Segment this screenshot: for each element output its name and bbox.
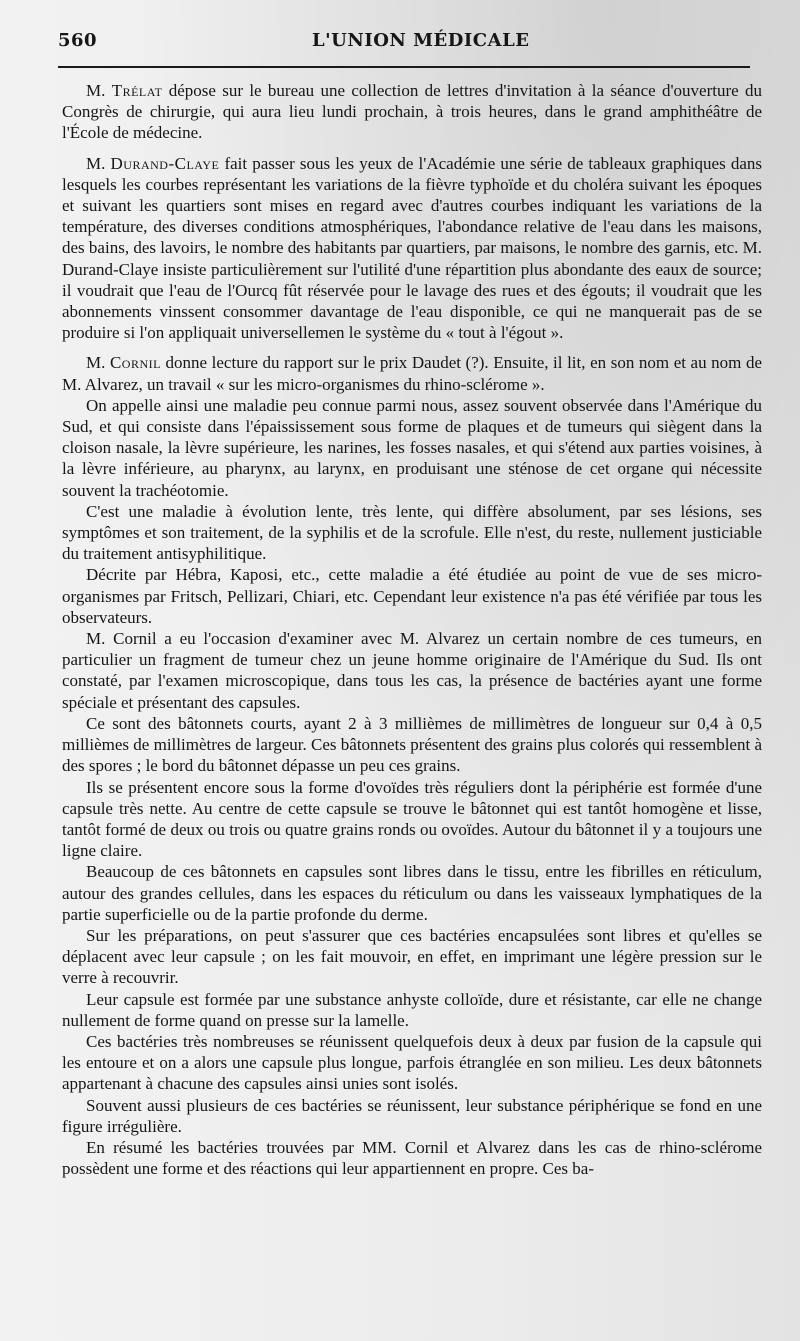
paragraph-durand-claye: M. Durand-Claye fait passer sous les yeux de l'Académie une série de tableaux graphiques dans lesquels les courbes représentant les variations de la fièvre typhoïde et du choléra suivant les époques et suivant les quartiers sont mises en regard avec d'autres courbes indiquant les variations de la température, des diverses conditions atmosphériques, l'abondance relative de l'eau dans les maisons, des bains, des lavoirs, le nombre des habitants par quartiers, par maisons, le nombre des garnis, etc. M. Durand-Claye insiste particulièrement sur l'utilité d'une répartition plus abondante des eaux de source; il voudrait que l'eau de l'Ourcq fût réservée pour le lavage des rues et des égouts; il voudrait que les abonnements vinssent consommer davantage de l'eau disponible, ce qui ne manquerait pas de se produire si l'on appliquait universellemen le système du « tout à l'égout ». xyxy=(62,153,762,343)
paragraph: Ces bactéries très nombreuses se réunissent quelquefois deux à deux par fusion de la capsule qui les entoure et on a alors une capsule plus longue, parfois étranglée en son milieu. Les deux bâtonnets appartenant à chacune des capsules ainsi unies sont isolés. xyxy=(62,1031,762,1094)
page-number: 560 xyxy=(58,30,98,51)
paragraph: On appelle ainsi une maladie peu connue parmi nous, assez souvent observée dans l'Amérique du Sud, et qui consiste dans l'épaississement sous forme de plaques et de tumeurs qui siègent dans la cloison nasale, la lèvre supérieure, les narines, les fosses nasales, et qui s'étend aux parties voisines, à la lèvre inférieure, au pharynx, au larynx, en produisant une sténose de cet organe qui nécessite souvent la trachéotomie. xyxy=(62,395,762,500)
journal-title: L'UNION MÉDICALE xyxy=(312,30,530,51)
paragraph-trelat: M. Trélat dépose sur le bureau une collection de lettres d'invitation à la séance d'ouverture du Congrès de chirurgie, qui aura lieu lundi prochain, à trois heures, dans le grand amphithéâtre de l'École de médecine. xyxy=(62,81,762,143)
paragraph: En résumé les bactéries trouvées par MM. Cornil et Alvarez dans les cas de rhino-sclérome possèdent une forme et des réactions qui leur appartiennent en propre. Ces ba- xyxy=(62,1137,762,1179)
header-rule xyxy=(58,66,750,68)
article-body xyxy=(62,80,762,1179)
paragraph: Souvent aussi plusieurs de ces bactéries se réunissent, leur substance périphérique se fond en une figure irrégulière. xyxy=(62,1095,762,1136)
paragraph: Ils se présentent encore sous la forme d'ovoïdes très réguliers dont la périphérie est formée d'une capsule très nette. Au centre de cette capsule se trouve le bâtonnet qui est tantôt homogène et lisse, tantôt formé de deux ou trois ou quatre grains ronds ou ovoïdes. Autour du bâtonnet il y a toujours une ligne claire. xyxy=(62,777,762,861)
paragraph: M. Cornil a eu l'occasion d'examiner avec M. Alvarez un certain nombre de ces tumeurs, en particulier un fragment de tumeur chez un jeune homme originaire de l'Amérique du Sud. Ils ont constaté, par l'examen microscopique, dans tous les cas, la présence de bactéries ayant une forme spéciale et présentant des capsules. xyxy=(62,629,762,712)
paragraph: Décrite par Hébra, Kaposi, etc., cette maladie a été étudiée au point de vue de ses micro-organismes par Fritsch, Pellizari, Chiari, etc. Cependant leur existence n'a pas été vérifiée par tous les observateurs. xyxy=(62,565,762,627)
paragraph: Sur les préparations, on peut s'assurer que ces bactéries encapsulées sont libres et qu'elles se déplacent avec leur capsule ; on les fait mouvoir, en effet, en imprimant une légère pression sur le verre à recouvrir. xyxy=(62,925,762,988)
running-header xyxy=(58,26,762,56)
paragraph: Leur capsule est formée par une substance anhyste colloïde, dure et résistante, car elle ne change nullement de forme quand on presse sur la lamelle. xyxy=(62,989,762,1030)
paragraph: Beaucoup de ces bâtonnets en capsules sont libres dans le tissu, entre les fibrilles en réticulum, autour des grandes cellules, dans les espaces du réticulum ou dans les vaisseaux lymphatiques de la partie superficielle ou de la partie profonde du derme. xyxy=(62,862,762,924)
paragraph: Ce sont des bâtonnets courts, ayant 2 à 3 millièmes de millimètres de longueur sur 0,4 à 0,5 millièmes de millimètres de largeur. Ces bâtonnets présentent des grains plus colorés qui ressemblent à des spores ; le bord du bâtonnet dépasse un peu ces grains. xyxy=(62,713,762,776)
paragraph-cornil: M. Cornil donne lecture du rapport sur le prix Daudet (?). Ensuite, il lit, en son nom et au nom de M. Alvarez, un travail « sur les micro-organismes du rhino-sclérome ». xyxy=(62,353,763,394)
paragraph: C'est une maladie à évolution lente, très lente, qui diffère absolument, par ses lésions, ses symptômes et son traitement, de la syphilis et de la scrofule. Elle n'est, du reste, nullement justiciable du traitement antisyphilitique. xyxy=(62,501,762,564)
